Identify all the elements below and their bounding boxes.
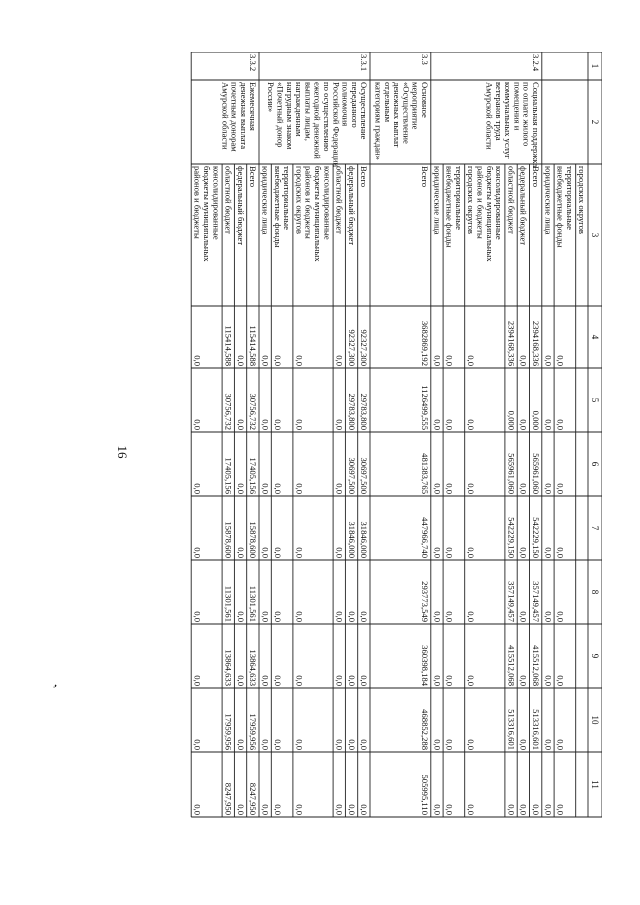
amount-cell: 0,0 [294, 419, 305, 430]
item-name-text: ветеранов труда [493, 82, 504, 141]
amount-cell: 31846,000 [346, 521, 357, 558]
amount-cell: 0,0 [192, 547, 203, 558]
amount-cell: 0,0 [334, 675, 345, 686]
funding-source-text: бюджеты муниципальных [313, 166, 323, 262]
amount-cell: 0,0 [260, 547, 271, 558]
item-name-text: Российской Федерации [331, 82, 342, 168]
item-name-text: полномочия [340, 82, 351, 127]
amount-cell: 415512,068 [531, 645, 541, 686]
amount-cell: 0,0 [518, 804, 529, 815]
amount-cell: 0,0 [518, 355, 529, 366]
item-name-text: ежегодной денежной [312, 82, 323, 159]
amount-cell: 0,0 [334, 483, 345, 494]
item-name-text: России» [266, 82, 277, 113]
page-number: 16 [115, 445, 130, 459]
amount-cell: 0,0 [235, 611, 246, 622]
amount-cell: 30756,732 [248, 393, 259, 430]
funding-source-text: консолидированные [322, 166, 333, 240]
amount-cell: 0,0 [543, 675, 554, 686]
amount-cell: 30697,500 [346, 457, 357, 494]
amount-cell: 30697,500 [359, 457, 370, 494]
amount-cell: 0,0 [543, 419, 554, 430]
funding-source-text: Всего [531, 166, 541, 188]
amount-cell: 0,0 [444, 483, 455, 494]
item-number: 3.2.4 [531, 54, 541, 72]
amount-cell: 0,0 [272, 675, 283, 686]
amount-cell: 0,0 [518, 739, 529, 750]
item-name-text: Амурской области [484, 82, 495, 150]
amount-cell: 0,0 [260, 739, 271, 750]
funding-source-text: городских округов [577, 166, 588, 234]
item-name-text: выплаты лицам, [303, 82, 314, 141]
amount-cell: 0,0 [260, 675, 271, 686]
amount-cell: 15878,600 [248, 521, 259, 558]
funding-source-text: бюджеты муниципальных [202, 166, 212, 262]
amount-cell: 0,0 [555, 483, 566, 494]
column-header: 5 [590, 397, 600, 403]
amount-cell: 0,0 [192, 675, 203, 686]
amount-cell: 505995,110 [420, 774, 430, 815]
amount-cell: 0,0 [543, 355, 554, 366]
funding-source-text: внебюджетные фонды [555, 166, 566, 248]
amount-cell: 0,0 [294, 611, 305, 622]
pen-mark: ’ [46, 682, 59, 698]
amount-cell: 0,0 [518, 611, 529, 622]
funding-source-text: Всего [420, 166, 430, 188]
funding-source-text: городских округов [294, 166, 305, 234]
amount-cell: 0,0 [235, 419, 246, 430]
amount-cell: 0,0 [272, 739, 283, 750]
amount-cell: 0,0 [346, 804, 357, 815]
funding-source-text: федеральный бюджет [518, 166, 529, 246]
column-header: 10 [590, 715, 600, 725]
item-name-text: по оплате жилого [521, 82, 532, 147]
amount-cell: 0,0 [294, 483, 305, 494]
funding-source-text: консолидированные [211, 166, 222, 240]
amount-cell: 0,0 [235, 355, 246, 366]
amount-cell: 0,0 [432, 355, 443, 366]
item-name-text: помещения и [512, 82, 523, 131]
amount-cell: 0,0 [359, 611, 370, 622]
column-header: 6 [590, 461, 600, 467]
amount-cell: 0,0 [334, 355, 345, 366]
amount-cell: 0,0 [260, 483, 271, 494]
item-number: 3.3 [420, 54, 430, 65]
funding-source-text: районов и бюджеты [303, 166, 314, 239]
amount-cell: 0,0 [543, 804, 554, 815]
item-name-text: Ежемесячная [248, 82, 259, 131]
amount-cell: 0,0 [346, 739, 357, 750]
amount-cell: 0,0 [466, 675, 477, 686]
amount-cell: 115414,588 [248, 325, 259, 366]
amount-cell: 357149,457 [531, 581, 541, 622]
amount-cell: 2394168,336 [506, 320, 517, 366]
amount-cell: 0,0 [444, 675, 455, 686]
amount-cell: 0,0 [466, 547, 477, 558]
amount-cell: 8247,950 [248, 782, 259, 815]
item-name-text: денежных выплат [392, 82, 403, 148]
amount-cell: 0,0 [260, 804, 271, 815]
column-header: 2 [590, 119, 600, 125]
amount-cell: 0,0 [235, 675, 246, 686]
column-header: 8 [590, 589, 600, 595]
amount-cell: 0,0 [432, 675, 443, 686]
amount-cell: 0,0 [555, 739, 566, 750]
amount-cell: 0,0 [359, 675, 370, 686]
amount-cell: 17405,156 [223, 457, 234, 494]
table-svg [82, 52, 602, 862]
item-name-text: мероприятие [410, 82, 421, 130]
item-name-text: Социальная поддержка [531, 82, 541, 168]
amount-cell: 0,0 [334, 611, 345, 622]
amount-cell: 0,0 [294, 804, 305, 815]
amount-cell: 11301,561 [223, 585, 234, 622]
amount-cell: 17405,156 [248, 457, 259, 494]
amount-cell: 0,0 [444, 739, 455, 750]
funding-source-text: юридические лица [432, 166, 443, 235]
column-header: 1 [590, 63, 600, 69]
amount-cell: 0,0 [432, 739, 443, 750]
amount-cell: 0,0 [192, 483, 203, 494]
amount-cell: 0,0 [192, 355, 203, 366]
amount-cell: 0,0 [272, 547, 283, 558]
column-header: 7 [590, 525, 600, 531]
funding-source-text: областной бюджет [223, 166, 234, 234]
amount-cell: 0,0 [260, 355, 271, 366]
amount-cell: 0,0 [294, 739, 305, 750]
amount-cell: 513316,601 [506, 709, 517, 750]
item-name-text: отдельным [382, 82, 393, 123]
funding-source-text: районов и бюджеты [475, 166, 486, 239]
amount-cell: 0,0 [334, 547, 345, 558]
amount-cell: 0,0 [346, 675, 357, 686]
amount-cell: 0,0 [272, 483, 283, 494]
item-name-text: категориям граждан» [373, 82, 384, 160]
item-name-text: нагрудным знаком [284, 82, 295, 150]
amount-cell: 0,0 [272, 355, 283, 366]
amount-cell: 0,0 [543, 483, 554, 494]
amount-cell: 565961,060 [531, 453, 541, 494]
item-name-text: по осуществлению [322, 82, 332, 152]
amount-cell: 0,000 [506, 410, 517, 430]
amount-cell: 29783,800 [346, 393, 357, 430]
amount-cell: 0,0 [260, 611, 271, 622]
amount-cell: 17959,956 [223, 713, 234, 750]
amount-cell: 0,0 [555, 547, 566, 558]
amount-cell: 29783,800 [359, 393, 370, 430]
amount-cell: 360398,184 [420, 645, 430, 686]
item-name-text: «Осуществление [401, 82, 412, 144]
item-name-text: переданного [349, 82, 360, 128]
amount-cell: 0,0 [518, 675, 529, 686]
amount-cell: 0,0 [359, 804, 370, 815]
amount-cell: 0,0 [466, 804, 477, 815]
item-number: 3.3.2 [248, 54, 259, 72]
amount-cell: 0,0 [272, 804, 283, 815]
amount-cell: 0,0 [260, 419, 271, 430]
amount-cell: 8247,950 [223, 782, 234, 815]
amount-cell: 0,0 [518, 419, 529, 430]
amount-cell: 0,000 [531, 410, 541, 430]
amount-cell: 13864,633 [248, 649, 259, 686]
amount-cell: 513316,601 [531, 709, 541, 750]
amount-cell: 0,0 [466, 419, 477, 430]
amount-cell: 0,0 [235, 804, 246, 815]
amount-cell: 0,0 [466, 483, 477, 494]
amount-cell: 0,0 [334, 739, 345, 750]
funding-source-text: федеральный бюджет [235, 166, 246, 246]
budget-table [82, 52, 602, 862]
amount-cell: 0,0 [531, 804, 541, 815]
amount-cell: 0,0 [444, 419, 455, 430]
amount-cell: 0,0 [555, 611, 566, 622]
funding-source-text: юридические лица [260, 166, 271, 235]
amount-cell: 0,0 [518, 547, 529, 558]
item-name-text: Амурской области [220, 82, 231, 150]
amount-cell: 0,0 [192, 419, 203, 430]
amount-cell: 17959,956 [248, 713, 259, 750]
amount-cell: 0,0 [555, 675, 566, 686]
amount-cell: 481383,765 [420, 453, 430, 494]
amount-cell: 357149,457 [506, 581, 517, 622]
column-header: 9 [590, 653, 600, 659]
amount-cell: 0,0 [235, 547, 246, 558]
amount-cell: 0,0 [272, 611, 283, 622]
funding-source-text: районов и бюджеты [192, 166, 203, 239]
funding-source-text: бюджеты муниципальных [484, 166, 495, 262]
amount-cell: 542229,150 [506, 517, 517, 558]
amount-cell: 0,0 [466, 355, 477, 366]
amount-cell: 0,0 [518, 483, 529, 494]
item-name-text: коммунальных услуг [503, 82, 514, 159]
amount-cell: 0,0 [334, 419, 345, 430]
amount-cell: 3682869,192 [420, 320, 430, 366]
amount-cell: 0,0 [235, 739, 246, 750]
funding-source-text: городских округов [466, 166, 477, 234]
amount-cell: 13864,633 [223, 649, 234, 686]
amount-cell: 0,0 [543, 739, 554, 750]
amount-cell: 0,0 [555, 419, 566, 430]
item-number: 3.3.1 [359, 54, 370, 72]
amount-cell: 0,0 [543, 547, 554, 558]
amount-cell: 565961,060 [506, 453, 517, 494]
amount-cell: 92327,300 [346, 329, 357, 366]
funding-source-text: областной бюджет [334, 166, 345, 234]
amount-cell: 0,0 [444, 611, 455, 622]
amount-cell: 15878,600 [223, 521, 234, 558]
funding-source-text: внебюджетные фонды [272, 166, 283, 248]
column-header: 3 [590, 232, 600, 238]
amount-cell: 0,0 [334, 804, 345, 815]
amount-cell: 415512,068 [506, 645, 517, 686]
amount-cell: 11301,561 [248, 585, 259, 622]
amount-cell: 0,0 [294, 675, 305, 686]
amount-cell: 92327,300 [359, 329, 370, 366]
funding-source-text: федеральный бюджет [346, 166, 357, 246]
funding-source-text: территориальные [453, 166, 464, 230]
item-name-text: Осуществление [359, 82, 370, 140]
column-header: 11 [590, 780, 600, 789]
amount-cell: 115414,588 [223, 325, 234, 366]
amount-cell: 0,0 [294, 547, 305, 558]
item-name-text: Основное [420, 82, 430, 118]
item-name-text: награжденным [294, 82, 305, 137]
amount-cell: 31846,000 [359, 521, 370, 558]
funding-source-text: консолидированные [494, 166, 505, 240]
item-name-text: почетным донорам [229, 82, 240, 152]
amount-cell: 0,0 [466, 611, 477, 622]
amount-cell: 0,0 [432, 547, 443, 558]
funding-source-text: юридические лица [543, 166, 554, 235]
item-name-text: «Почетный донор [275, 82, 286, 148]
amount-cell: 0,0 [466, 739, 477, 750]
amount-cell: 0,0 [346, 611, 357, 622]
amount-cell: 0,0 [192, 804, 203, 815]
amount-cell: 0,0 [555, 355, 566, 366]
amount-cell: 0,0 [192, 739, 203, 750]
amount-cell: 30756,732 [223, 393, 234, 430]
amount-cell: 0,0 [235, 483, 246, 494]
amount-cell: 0,0 [444, 804, 455, 815]
amount-cell: 0,0 [432, 611, 443, 622]
funding-source-text: Всего [359, 166, 370, 188]
amount-cell: 293773,549 [420, 581, 430, 622]
amount-cell: 0,0 [543, 611, 554, 622]
amount-cell: 0,0 [432, 419, 443, 430]
amount-cell: 0,0 [432, 804, 443, 815]
amount-cell: 0,0 [444, 355, 455, 366]
amount-cell: 0,0 [555, 804, 566, 815]
amount-cell: 0,0 [444, 547, 455, 558]
amount-cell: 0,0 [272, 419, 283, 430]
amount-cell: 0,0 [294, 355, 305, 366]
column-header: 4 [590, 334, 600, 340]
amount-cell: 447966,740 [420, 517, 430, 558]
amount-cell: 0,0 [192, 611, 203, 622]
funding-source-text: территориальные [282, 166, 293, 230]
amount-cell: 0,0 [432, 483, 443, 494]
amount-cell: 468852,288 [420, 709, 430, 750]
funding-source-text: Всего [248, 166, 259, 188]
item-name-text: денежная выплата [238, 82, 249, 150]
funding-source-text: территориальные [564, 166, 575, 230]
amount-cell: 1126499,555 [420, 385, 430, 430]
funding-source-text: областной бюджет [506, 166, 517, 234]
amount-cell: 542229,150 [531, 517, 541, 558]
amount-cell: 0,0 [359, 739, 370, 750]
amount-cell: 0,0 [506, 804, 517, 815]
table-text [193, 54, 600, 815]
funding-source-text: внебюджетные фонды [444, 166, 455, 248]
amount-cell: 2394168,336 [531, 320, 541, 366]
